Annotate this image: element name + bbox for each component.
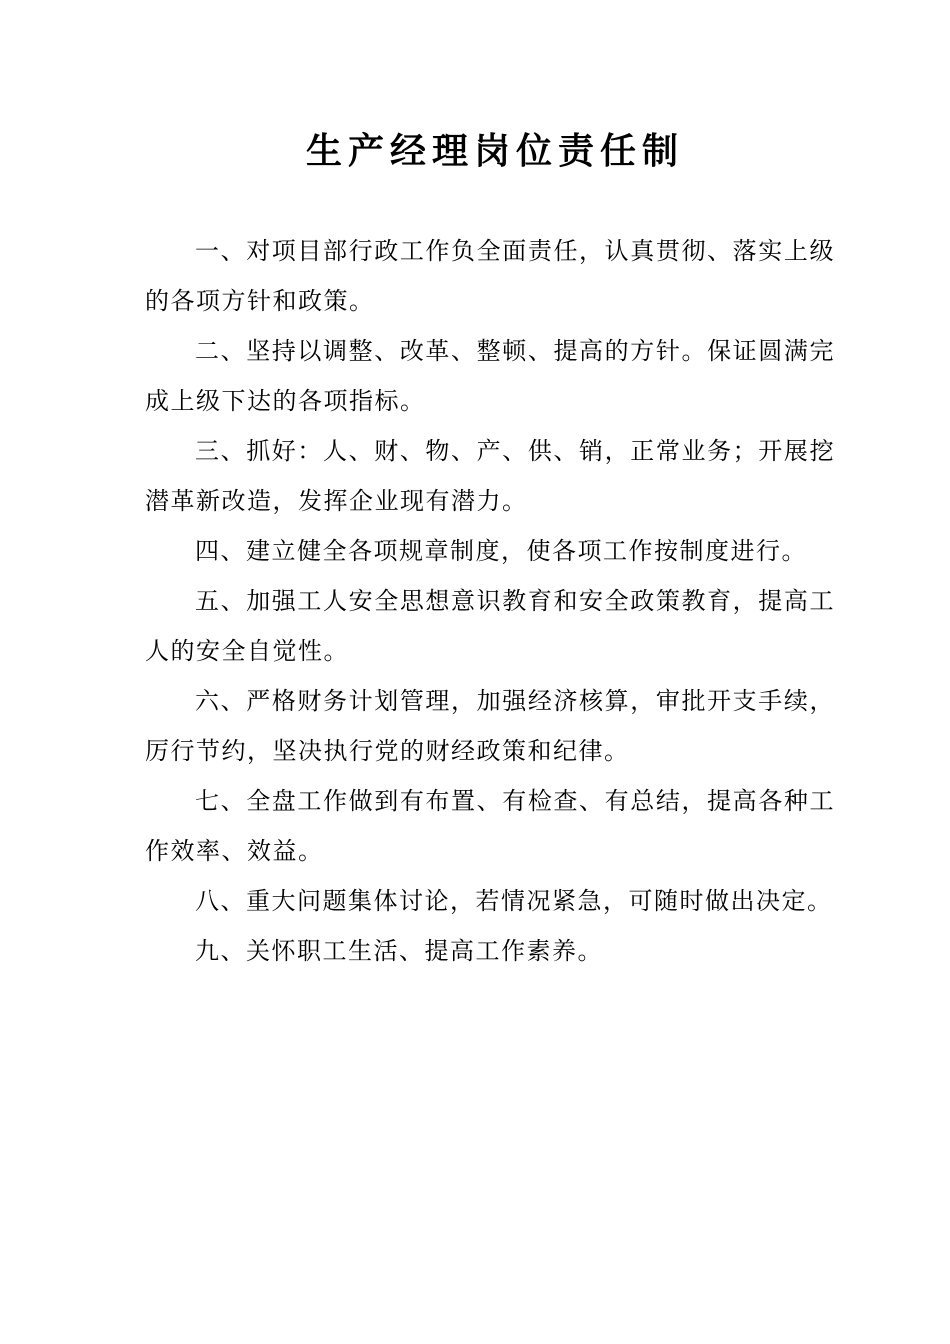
paragraph-5: 五、加强工人安全思想意识教育和安全政策教育，提高工人的安全自觉性。 xyxy=(145,587,835,665)
paragraph-2: 二、坚持以调整、改革、整顿、提高的方针。保证圆满完成上级下达的各项指标。 xyxy=(145,337,835,415)
document-body xyxy=(145,226,835,976)
paragraph-3: 三、抓好：人、财、物、产、供、销，正常业务；开展挖潜革新改造，发挥企业现有潜力。 xyxy=(145,437,835,515)
paragraph-4: 四、建立健全各项规章制度，使各项工作按制度进行。 xyxy=(195,537,807,565)
document-title: 生产经理岗位责任制 xyxy=(305,130,684,172)
paragraph-7: 七、全盘工作做到有布置、有检查、有总结，提高各种工作效率、效益。 xyxy=(145,787,835,865)
paragraph-1: 一、对项目部行政工作负全面责任，认真贯彻、落实上级的各项方针和政策。 xyxy=(145,237,835,315)
paragraph-6: 六、严格财务计划管理，加强经济核算，审批开支手续，厉行节约，坚决执行党的财经政策和纪律。 xyxy=(145,687,835,765)
paragraph-8: 八、重大问题集体讨论，若情况紧急，可随时做出决定。 xyxy=(195,887,833,915)
paragraph-9: 九、关怀职工生活、提高工作素养。 xyxy=(195,937,603,965)
